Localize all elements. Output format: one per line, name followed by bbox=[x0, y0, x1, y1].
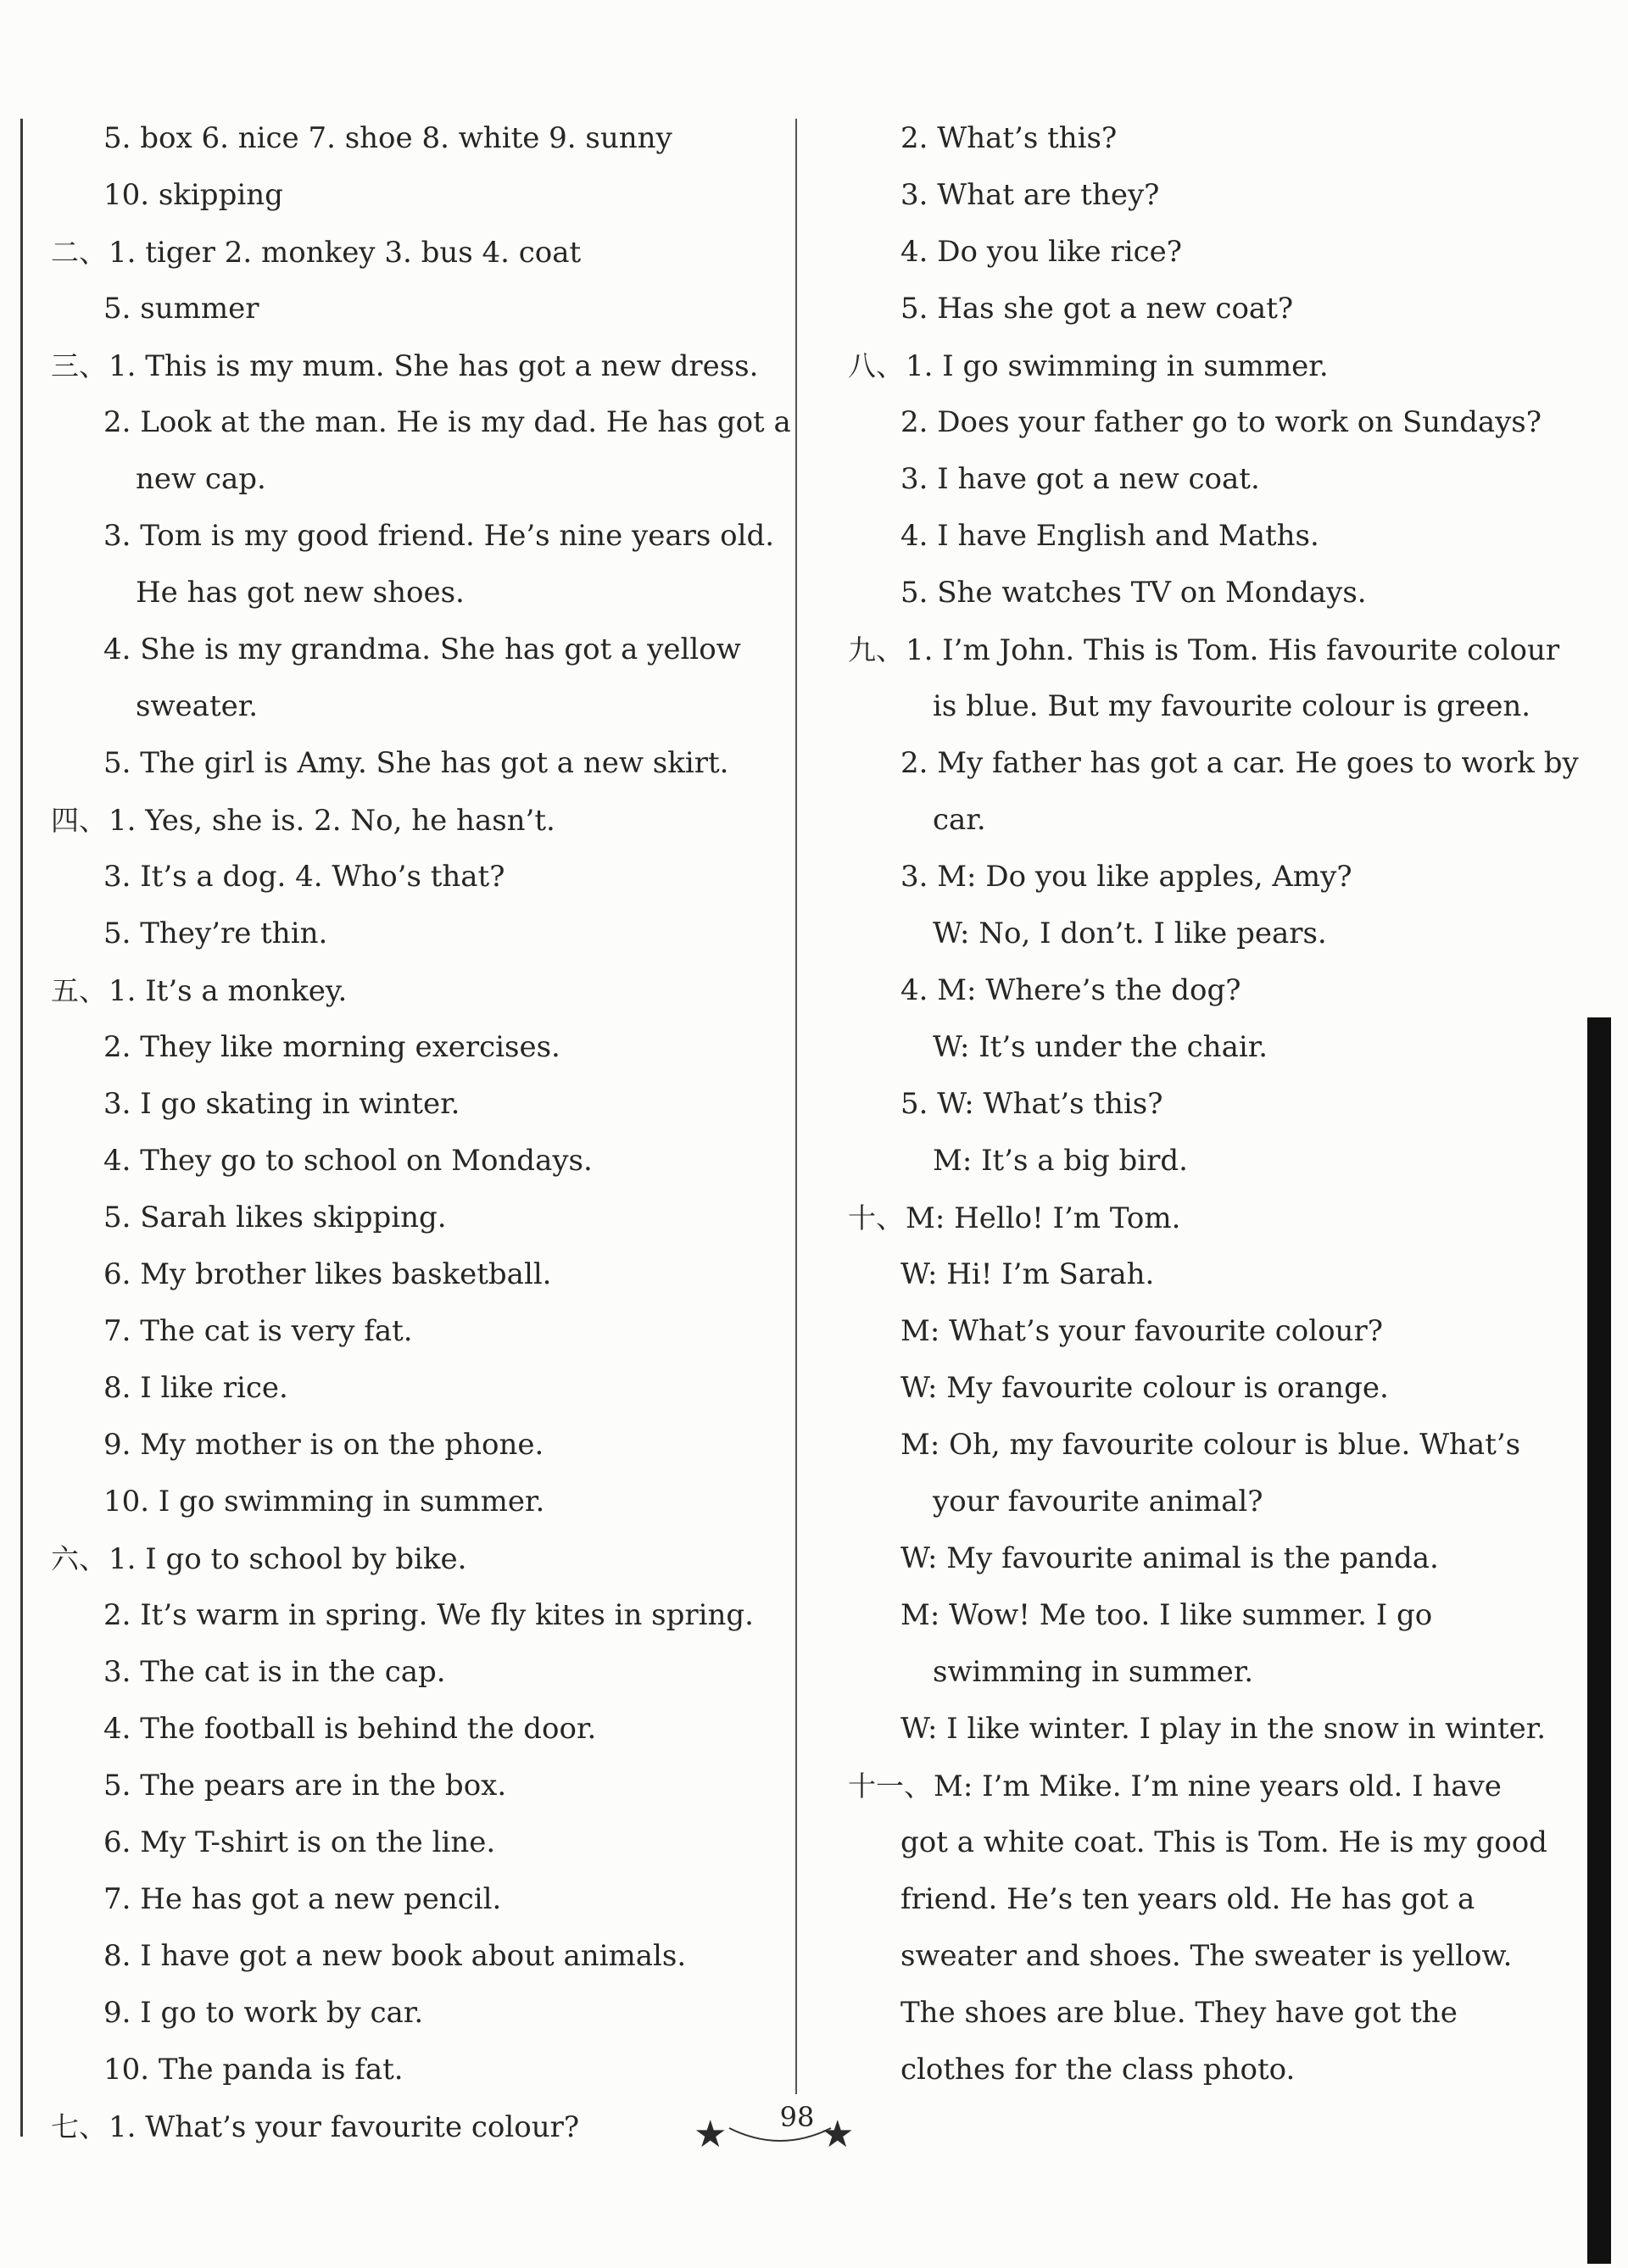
page-number: 98 bbox=[779, 2101, 815, 2133]
section-marker: 十一、 bbox=[848, 1769, 932, 1803]
section-answer-line bbox=[51, 962, 780, 1019]
answer-text: 3. Tom is my good friend. He’s nine years old. bbox=[103, 519, 775, 553]
answer-text: 9. I go to work by car. bbox=[103, 1996, 424, 2030]
answer-text: 3. M: Do you like apples, Amy? bbox=[900, 860, 1352, 894]
answer-line bbox=[848, 1985, 1552, 2042]
answer-text: 5. box 6. nice 7. shoe 8. white 9. sunny bbox=[103, 121, 672, 155]
answer-text: 3. It’s a dog. 4. Who’s that? bbox=[103, 860, 505, 894]
answer-line bbox=[51, 1076, 780, 1133]
answer-line bbox=[848, 565, 1552, 621]
answer-text: 10. skipping bbox=[103, 178, 283, 212]
answer-line bbox=[848, 849, 1552, 906]
answer-line bbox=[51, 1758, 780, 1814]
answer-text: 4. Do you like rice? bbox=[900, 235, 1182, 269]
answer-text: M: It’s a big bird. bbox=[933, 1144, 1188, 1178]
section-answer-line bbox=[848, 337, 1552, 394]
section-answer-line bbox=[848, 621, 1560, 678]
section-answer-line bbox=[848, 1758, 1552, 1814]
answer-text: He has got new shoes. bbox=[136, 576, 465, 610]
answer-line bbox=[848, 678, 1552, 735]
answer-text: M: What’s your favourite colour? bbox=[900, 1314, 1383, 1348]
left-margin-rule bbox=[20, 119, 23, 2137]
answer-line bbox=[51, 1360, 780, 1417]
answer-text: 10. I go swimming in summer. bbox=[103, 1485, 545, 1519]
answer-text: 5. The pears are in the box. bbox=[103, 1769, 507, 1803]
right-column bbox=[848, 110, 1579, 2098]
answer-line bbox=[51, 281, 780, 337]
answer-text: 3. I have got a new coat. bbox=[900, 462, 1260, 496]
answer-line bbox=[51, 508, 780, 565]
section-marker: 八、 bbox=[848, 349, 904, 382]
answer-line bbox=[848, 1303, 1552, 1360]
answer-text: 5. summer bbox=[103, 292, 259, 326]
answer-text: sweater. bbox=[136, 689, 259, 723]
answer-line bbox=[51, 1019, 780, 1076]
answer-line bbox=[848, 167, 1552, 224]
answer-line bbox=[848, 962, 1552, 1019]
answer-text: friend. He’s ten years old. He has got a bbox=[900, 1882, 1475, 1916]
answer-text: 2. They like morning exercises. bbox=[103, 1030, 560, 1064]
answer-text: 4. They go to school on Mondays. bbox=[103, 1144, 593, 1178]
answer-line bbox=[848, 906, 1552, 962]
left-column bbox=[51, 110, 791, 2155]
answer-text: 2. Does your father go to work on Sundays? bbox=[900, 405, 1542, 439]
answer-text: 1. Yes, she is. 2. No, he hasn’t. bbox=[109, 804, 555, 838]
answer-line bbox=[51, 906, 780, 962]
answer-text: M: I’m Mike. I’m nine years old. I have bbox=[934, 1769, 1502, 1803]
answer-text: 5. The girl is Amy. She has got a new skirt. bbox=[103, 746, 729, 780]
answer-line bbox=[51, 565, 780, 621]
answer-text: The shoes are blue. They have got the bbox=[900, 1996, 1458, 2030]
answer-line bbox=[51, 1701, 780, 1758]
answer-line bbox=[51, 1928, 780, 1985]
answer-line bbox=[51, 451, 780, 508]
answer-text: sweater and shoes. The sweater is yellow. bbox=[900, 1939, 1513, 1973]
answer-text: your favourite animal? bbox=[933, 1485, 1263, 1519]
answer-line bbox=[51, 1417, 780, 1474]
answer-line bbox=[848, 1530, 1552, 1587]
answer-text: 4. She is my grandma. She has got a yellow bbox=[103, 632, 741, 666]
section-answer-line bbox=[51, 1530, 780, 1587]
answer-text: 2. What’s this? bbox=[900, 121, 1118, 155]
answer-text: 3. The cat is in the cap. bbox=[103, 1655, 446, 1689]
answer-line bbox=[848, 1360, 1552, 1417]
star-icon: ★ bbox=[821, 2113, 855, 2156]
answer-text: 3. I go skating in winter. bbox=[103, 1087, 460, 1121]
answer-line bbox=[848, 1417, 1552, 1474]
section-answer-line bbox=[848, 1190, 1552, 1246]
answer-line bbox=[848, 1133, 1552, 1190]
answer-line bbox=[51, 110, 780, 167]
answer-text: 6. My brother likes basketball. bbox=[103, 1257, 552, 1291]
answer-line bbox=[51, 2042, 780, 2098]
section-marker: 十、 bbox=[848, 1201, 904, 1234]
answer-text: 4. The football is behind the door. bbox=[103, 1712, 597, 1746]
answer-text: got a white coat. This is Tom. He is my good bbox=[900, 1825, 1547, 1859]
answer-text: clothes for the class photo. bbox=[900, 2053, 1296, 2087]
answer-text: 2. My father has got a car. He goes to work by bbox=[900, 746, 1579, 780]
answer-text: 1. This is my mum. She has got a new dress. bbox=[109, 349, 759, 383]
answer-text: 1. I’m John. This is Tom. His favourite colour bbox=[906, 633, 1560, 667]
answer-text: W: No, I don’t. I like pears. bbox=[933, 917, 1327, 950]
answer-line bbox=[848, 110, 1552, 167]
section-answer-line bbox=[51, 337, 780, 394]
answer-line bbox=[51, 1644, 780, 1701]
answer-line bbox=[848, 1928, 1552, 1985]
answer-text: new cap. bbox=[136, 462, 266, 496]
answer-line bbox=[848, 1871, 1552, 1928]
answer-text: swimming in summer. bbox=[933, 1655, 1254, 1689]
answer-text: W: It’s under the chair. bbox=[933, 1030, 1268, 1064]
answer-line bbox=[51, 1814, 780, 1871]
answer-text: 10. The panda is fat. bbox=[103, 2053, 404, 2087]
answer-text: W: My favourite animal is the panda. bbox=[900, 1541, 1439, 1575]
answer-text: W: Hi! I’m Sarah. bbox=[900, 1257, 1155, 1291]
answer-text: 4. I have English and Maths. bbox=[900, 519, 1319, 553]
answer-line bbox=[51, 1246, 780, 1303]
answer-line bbox=[848, 792, 1552, 849]
section-marker: 五、 bbox=[51, 974, 107, 1007]
section-marker: 七、 bbox=[51, 2110, 107, 2143]
answer-line bbox=[51, 167, 780, 224]
answer-line bbox=[848, 451, 1552, 508]
answer-text: M: Hello! I’m Tom. bbox=[906, 1201, 1181, 1235]
star-icon: ★ bbox=[694, 2113, 728, 2156]
answer-text: 2. Look at the man. He is my dad. He has got a bbox=[103, 405, 791, 439]
answer-line bbox=[51, 1133, 780, 1190]
answer-text: 5. She watches TV on Mondays. bbox=[900, 576, 1367, 610]
answer-line bbox=[51, 1190, 780, 1246]
answer-text: 1. I go to school by bike. bbox=[109, 1542, 467, 1576]
answer-text: 4. M: Where’s the dog? bbox=[900, 973, 1241, 1007]
answer-line bbox=[848, 1246, 1552, 1303]
section-marker: 四、 bbox=[51, 804, 107, 837]
answer-line bbox=[51, 1985, 780, 2042]
answer-line bbox=[848, 1474, 1552, 1530]
answer-text: 8. I like rice. bbox=[103, 1371, 288, 1405]
answer-line bbox=[848, 281, 1552, 337]
answer-line bbox=[848, 1701, 1552, 1758]
answer-text: 5. They’re thin. bbox=[103, 917, 328, 950]
answer-line bbox=[51, 1303, 780, 1360]
answer-text: M: Oh, my favourite colour is blue. What’s bbox=[900, 1428, 1521, 1462]
answer-text: car. bbox=[933, 803, 986, 837]
section-marker: 二、 bbox=[51, 236, 107, 269]
section-answer-line bbox=[51, 792, 780, 849]
answer-text: M: Wow! Me too. I like summer. I go bbox=[900, 1598, 1433, 1632]
answer-text: W: I like winter. I play in the snow in winter. bbox=[900, 1712, 1547, 1746]
answer-line bbox=[848, 394, 1552, 451]
answer-line bbox=[848, 1019, 1552, 1076]
section-answer-line bbox=[51, 224, 780, 281]
answer-text: 2. It’s warm in spring. We fly kites in spring. bbox=[103, 1598, 754, 1632]
answer-text: W: My favourite colour is orange. bbox=[900, 1371, 1389, 1405]
section-marker: 六、 bbox=[51, 1542, 107, 1575]
answer-text: 1. tiger 2. monkey 3. bus 4. coat bbox=[109, 236, 582, 270]
answer-line bbox=[51, 1871, 780, 1928]
answer-text: 3. What are they? bbox=[900, 178, 1160, 212]
answer-text: 1. What’s your favourite colour? bbox=[109, 2110, 580, 2144]
answer-line bbox=[51, 735, 780, 792]
answer-line bbox=[848, 1814, 1552, 1871]
answer-line bbox=[848, 735, 1579, 792]
answer-line bbox=[848, 1587, 1552, 1644]
answer-line bbox=[51, 621, 780, 678]
answer-text: 9. My mother is on the phone. bbox=[103, 1428, 544, 1462]
answer-line bbox=[51, 394, 791, 451]
answer-line bbox=[848, 2042, 1552, 2098]
answer-line bbox=[848, 1644, 1552, 1701]
section-marker: 九、 bbox=[848, 633, 904, 666]
answer-text: 6. My T-shirt is on the line. bbox=[103, 1825, 496, 1859]
answer-line bbox=[51, 1474, 780, 1530]
answer-text: 7. The cat is very fat. bbox=[103, 1314, 413, 1348]
answer-text: 5. Sarah likes skipping. bbox=[103, 1201, 447, 1234]
page-edge-shadow bbox=[1587, 1017, 1611, 2264]
answer-text: is blue. But my favourite colour is green. bbox=[933, 689, 1531, 723]
answer-line bbox=[848, 224, 1552, 281]
section-marker: 三、 bbox=[51, 349, 107, 382]
answer-line bbox=[848, 1076, 1552, 1133]
answer-text: 7. He has got a new pencil. bbox=[103, 1882, 502, 1916]
answer-text: 5. Has she got a new coat? bbox=[900, 292, 1294, 326]
answer-line bbox=[51, 1587, 780, 1644]
answer-line bbox=[51, 678, 780, 735]
answer-text: 1. I go swimming in summer. bbox=[906, 349, 1329, 383]
answer-line bbox=[51, 849, 780, 906]
page-footer bbox=[0, 2101, 1628, 2156]
answer-text: 1. It’s a monkey. bbox=[109, 974, 348, 1008]
answer-text: 8. I have got a new book about animals. bbox=[103, 1939, 687, 1973]
answer-line bbox=[848, 508, 1552, 565]
column-divider bbox=[795, 119, 797, 2094]
answer-text: 5. W: What’s this? bbox=[900, 1087, 1163, 1121]
